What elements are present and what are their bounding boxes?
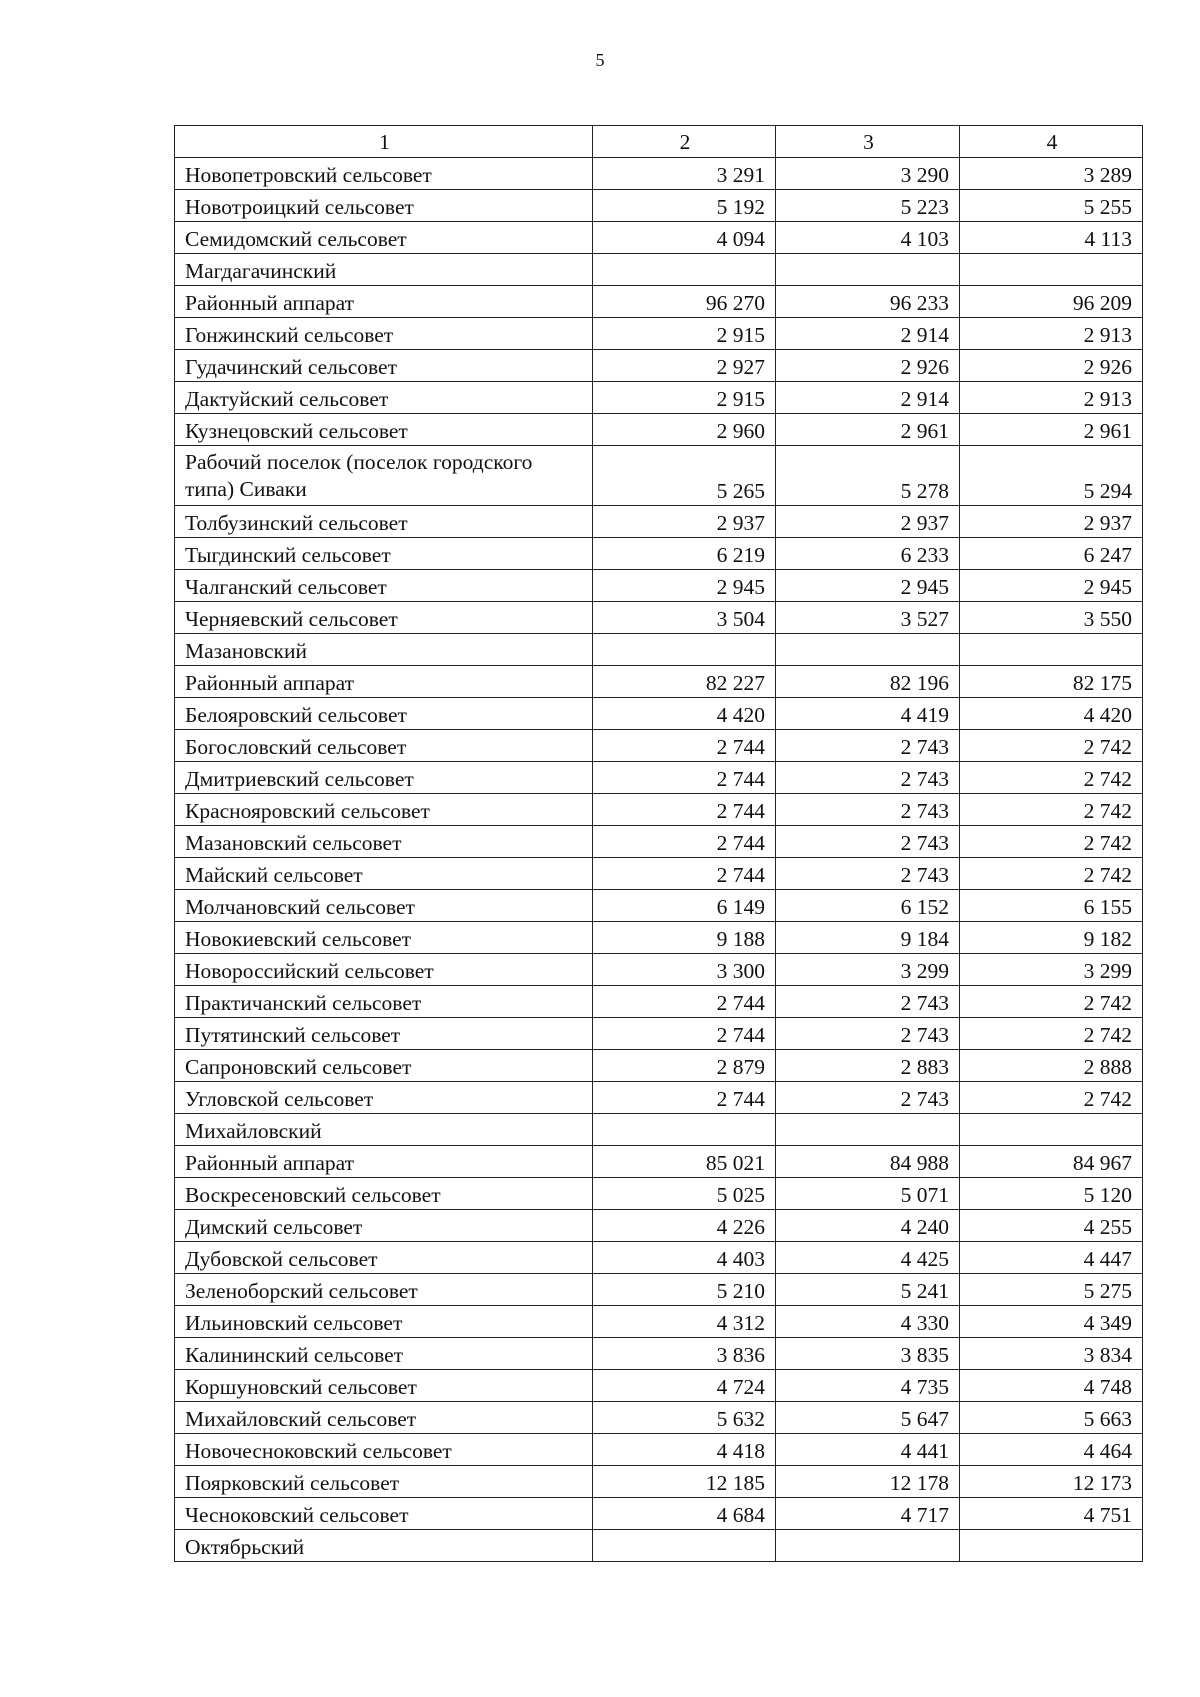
row-value-cell-3: 2 914 <box>776 382 960 414</box>
row-value-cell-4: 12 173 <box>960 1466 1143 1498</box>
table-row <box>175 634 1143 666</box>
table-row <box>175 414 1143 446</box>
table-row <box>175 1242 1143 1274</box>
row-value-cell-3: 96 233 <box>776 286 960 318</box>
row-value-cell-3: 3 299 <box>776 954 960 986</box>
row-value-cell-2: 82 227 <box>593 666 776 698</box>
row-value-cell-3: 2 945 <box>776 570 960 602</box>
row-name-cell: Семидомский сельсовет <box>175 222 593 254</box>
row-value-cell-3: 2 743 <box>776 1018 960 1050</box>
row-name-cell: Районный аппарат <box>175 1146 593 1178</box>
row-name-cell: Новотроицкий сельсовет <box>175 190 593 222</box>
row-value-cell-4: 4 349 <box>960 1306 1143 1338</box>
row-name-cell: Дмитриевский сельсовет <box>175 762 593 794</box>
row-value-cell-3: 84 988 <box>776 1146 960 1178</box>
row-value-cell-4: 2 742 <box>960 730 1143 762</box>
row-value-cell-2: 5 192 <box>593 190 776 222</box>
row-value-cell-4: 2 742 <box>960 794 1143 826</box>
row-value-cell-3: 82 196 <box>776 666 960 698</box>
row-value-cell-3: 4 240 <box>776 1210 960 1242</box>
row-value-cell-3: 2 743 <box>776 826 960 858</box>
row-value-cell-4: 2 888 <box>960 1050 1143 1082</box>
row-value-cell-4: 2 913 <box>960 318 1143 350</box>
row-value-cell-2: 4 312 <box>593 1306 776 1338</box>
row-value-cell-3 <box>776 254 960 286</box>
row-value-cell-3: 2 961 <box>776 414 960 446</box>
row-value-cell-3: 2 914 <box>776 318 960 350</box>
table-row <box>175 1050 1143 1082</box>
row-name-cell: Новочесноковский сельсовет <box>175 1434 593 1466</box>
row-name-cell: Калининский сельсовет <box>175 1338 593 1370</box>
row-value-cell-4: 2 742 <box>960 762 1143 794</box>
row-value-cell-2 <box>593 1114 776 1146</box>
row-value-cell-4: 2 945 <box>960 570 1143 602</box>
table-row <box>175 666 1143 698</box>
row-name-cell: Ильиновский сельсовет <box>175 1306 593 1338</box>
row-value-cell-4: 82 175 <box>960 666 1143 698</box>
row-name-cell: Районный аппарат <box>175 286 593 318</box>
row-value-cell-4: 5 275 <box>960 1274 1143 1306</box>
row-value-cell-2: 2 744 <box>593 986 776 1018</box>
table-row <box>175 538 1143 570</box>
table-row <box>175 890 1143 922</box>
row-value-cell-4: 2 913 <box>960 382 1143 414</box>
row-name-cell: Путятинский сельсовет <box>175 1018 593 1050</box>
row-name-cell: Чесноковский сельсовет <box>175 1498 593 1530</box>
row-value-cell-4: 4 255 <box>960 1210 1143 1242</box>
page-number: 5 <box>595 50 605 70</box>
row-value-cell-2: 2 744 <box>593 762 776 794</box>
row-value-cell-2: 3 291 <box>593 158 776 190</box>
row-name-cell: Михайловский <box>175 1114 593 1146</box>
table-body <box>175 126 1143 1562</box>
table-row <box>175 318 1143 350</box>
row-value-cell-2: 96 270 <box>593 286 776 318</box>
table-row <box>175 1274 1143 1306</box>
row-name-cell: Богословский сельсовет <box>175 730 593 762</box>
row-value-cell-2: 2 744 <box>593 1018 776 1050</box>
row-value-cell-2: 9 188 <box>593 922 776 954</box>
row-value-cell-2: 4 094 <box>593 222 776 254</box>
row-value-cell-4: 2 742 <box>960 826 1143 858</box>
data-table <box>174 125 1143 1562</box>
row-value-cell-3: 2 743 <box>776 1082 960 1114</box>
table-row <box>175 1210 1143 1242</box>
table-row <box>175 1018 1143 1050</box>
row-name-cell: Кузнецовский сельсовет <box>175 414 593 446</box>
row-value-cell-3: 4 735 <box>776 1370 960 1402</box>
table-row <box>175 1114 1143 1146</box>
table-row <box>175 158 1143 190</box>
table-row <box>175 222 1143 254</box>
table-row <box>175 762 1143 794</box>
row-name-cell: Черняевский сельсовет <box>175 602 593 634</box>
row-value-cell-3: 9 184 <box>776 922 960 954</box>
table-row <box>175 1306 1143 1338</box>
table-header-row <box>175 126 1143 158</box>
row-name-cell: Новороссийский сельсовет <box>175 954 593 986</box>
row-value-cell-2: 4 403 <box>593 1242 776 1274</box>
row-value-cell-2: 4 418 <box>593 1434 776 1466</box>
row-value-cell-2 <box>593 1530 776 1562</box>
row-value-cell-2: 4 420 <box>593 698 776 730</box>
row-value-cell-2: 5 025 <box>593 1178 776 1210</box>
row-value-cell-3: 2 743 <box>776 858 960 890</box>
row-name-cell: Белояровский сельсовет <box>175 698 593 730</box>
row-value-cell-3 <box>776 1530 960 1562</box>
table-row <box>175 1338 1143 1370</box>
column-header: 1 <box>175 126 593 158</box>
row-value-cell-4: 2 742 <box>960 1018 1143 1050</box>
table-row <box>175 382 1143 414</box>
table-row <box>175 1402 1143 1434</box>
row-value-cell-3 <box>776 634 960 666</box>
row-name-cell: Октябрьский <box>175 1530 593 1562</box>
row-value-cell-4: 3 550 <box>960 602 1143 634</box>
table-row <box>175 570 1143 602</box>
row-value-cell-4: 4 447 <box>960 1242 1143 1274</box>
table-row <box>175 730 1143 762</box>
row-value-cell-2: 2 744 <box>593 826 776 858</box>
row-value-cell-2 <box>593 254 776 286</box>
row-value-cell-3: 4 425 <box>776 1242 960 1274</box>
table-row <box>175 254 1143 286</box>
column-header: 4 <box>960 126 1143 158</box>
row-value-cell-4: 4 464 <box>960 1434 1143 1466</box>
row-value-cell-4: 5 255 <box>960 190 1143 222</box>
row-value-cell-3: 3 290 <box>776 158 960 190</box>
table-row <box>175 1498 1143 1530</box>
row-value-cell-2: 6 149 <box>593 890 776 922</box>
row-value-cell-3: 2 937 <box>776 506 960 538</box>
row-value-cell-4: 96 209 <box>960 286 1143 318</box>
row-value-cell-3: 4 103 <box>776 222 960 254</box>
row-value-cell-4: 4 748 <box>960 1370 1143 1402</box>
table-row <box>175 1530 1143 1562</box>
row-name-cell: Практичанский сельсовет <box>175 986 593 1018</box>
row-value-cell-3: 2 743 <box>776 794 960 826</box>
row-value-cell-2: 2 927 <box>593 350 776 382</box>
table-row <box>175 986 1143 1018</box>
table-row <box>175 1466 1143 1498</box>
row-value-cell-3: 2 926 <box>776 350 960 382</box>
row-value-cell-3: 5 647 <box>776 1402 960 1434</box>
row-name-cell: Михайловский сельсовет <box>175 1402 593 1434</box>
row-value-cell-2: 3 504 <box>593 602 776 634</box>
row-name-cell: Районный аппарат <box>175 666 593 698</box>
table-row <box>175 286 1143 318</box>
row-value-cell-2: 2 960 <box>593 414 776 446</box>
row-name-cell: Магдагачинский <box>175 254 593 286</box>
row-value-cell-3: 5 223 <box>776 190 960 222</box>
row-value-cell-3: 2 883 <box>776 1050 960 1082</box>
row-name-cell: Сапроновский сельсовет <box>175 1050 593 1082</box>
data-table-container <box>174 125 1142 1562</box>
row-value-cell-4: 6 155 <box>960 890 1143 922</box>
row-value-cell-4: 5 120 <box>960 1178 1143 1210</box>
row-value-cell-2: 85 021 <box>593 1146 776 1178</box>
row-value-cell-3: 4 330 <box>776 1306 960 1338</box>
row-value-cell-4 <box>960 1530 1143 1562</box>
row-name-cell: Краснояровский сельсовет <box>175 794 593 826</box>
row-value-cell-4: 4 113 <box>960 222 1143 254</box>
row-name-cell: Новопетровский сельсовет <box>175 158 593 190</box>
row-value-cell-3: 4 717 <box>776 1498 960 1530</box>
table-row <box>175 858 1143 890</box>
row-value-cell-4: 2 926 <box>960 350 1143 382</box>
row-value-cell-4: 2 742 <box>960 986 1143 1018</box>
row-value-cell-2: 2 744 <box>593 1082 776 1114</box>
row-value-cell-2: 3 836 <box>593 1338 776 1370</box>
row-value-cell-3: 2 743 <box>776 730 960 762</box>
table-row <box>175 602 1143 634</box>
table-row <box>175 506 1143 538</box>
row-name-cell: Новокиевский сельсовет <box>175 922 593 954</box>
row-name-cell: Воскресеновский сельсовет <box>175 1178 593 1210</box>
row-name-cell: Дактуйский сельсовет <box>175 382 593 414</box>
row-value-cell-4 <box>960 634 1143 666</box>
row-name-cell: Толбузинский сельсовет <box>175 506 593 538</box>
row-value-cell-2: 2 879 <box>593 1050 776 1082</box>
row-value-cell-3: 5 071 <box>776 1178 960 1210</box>
table-row <box>175 954 1143 986</box>
column-header: 3 <box>776 126 960 158</box>
row-value-cell-3: 5 241 <box>776 1274 960 1306</box>
row-value-cell-3: 3 835 <box>776 1338 960 1370</box>
row-value-cell-3: 2 743 <box>776 762 960 794</box>
row-value-cell-2: 2 937 <box>593 506 776 538</box>
row-value-cell-4: 4 420 <box>960 698 1143 730</box>
table-row <box>175 1146 1143 1178</box>
row-value-cell-2: 2 945 <box>593 570 776 602</box>
table-row <box>175 1178 1143 1210</box>
row-value-cell-3: 3 527 <box>776 602 960 634</box>
table-row <box>175 794 1143 826</box>
row-value-cell-4: 2 961 <box>960 414 1143 446</box>
row-value-cell-4: 2 742 <box>960 858 1143 890</box>
row-value-cell-3: 5 278 <box>776 446 960 506</box>
row-name-cell: Чалганский сельсовет <box>175 570 593 602</box>
row-name-cell: Дубовской сельсовет <box>175 1242 593 1274</box>
row-value-cell-2: 12 185 <box>593 1466 776 1498</box>
row-value-cell-2: 2 744 <box>593 794 776 826</box>
row-value-cell-2: 5 265 <box>593 446 776 506</box>
row-value-cell-4: 3 299 <box>960 954 1143 986</box>
row-name-cell: Майский сельсовет <box>175 858 593 890</box>
row-value-cell-4: 6 247 <box>960 538 1143 570</box>
row-value-cell-2: 5 632 <box>593 1402 776 1434</box>
row-value-cell-3: 2 743 <box>776 986 960 1018</box>
row-value-cell-4: 5 294 <box>960 446 1143 506</box>
row-name-cell: Молчановский сельсовет <box>175 890 593 922</box>
row-name-cell: Поярковский сельсовет <box>175 1466 593 1498</box>
row-value-cell-3: 6 233 <box>776 538 960 570</box>
row-value-cell-2: 2 915 <box>593 318 776 350</box>
row-name-cell: Гонжинский сельсовет <box>175 318 593 350</box>
row-value-cell-4: 9 182 <box>960 922 1143 954</box>
row-value-cell-4 <box>960 254 1143 286</box>
row-value-cell-3 <box>776 1114 960 1146</box>
row-value-cell-2: 2 915 <box>593 382 776 414</box>
row-name-cell: Гудачинский сельсовет <box>175 350 593 382</box>
row-name-cell: Коршуновский сельсовет <box>175 1370 593 1402</box>
row-name-cell: Рабочий поселок (поселок городского типа) Сиваки <box>175 446 593 506</box>
column-header: 2 <box>593 126 776 158</box>
row-name-cell: Димский сельсовет <box>175 1210 593 1242</box>
table-row <box>175 1082 1143 1114</box>
table-row <box>175 190 1143 222</box>
row-value-cell-4: 3 834 <box>960 1338 1143 1370</box>
row-value-cell-4: 5 663 <box>960 1402 1143 1434</box>
row-value-cell-2: 4 226 <box>593 1210 776 1242</box>
row-value-cell-2: 6 219 <box>593 538 776 570</box>
row-value-cell-3: 4 441 <box>776 1434 960 1466</box>
row-name-cell: Мазановский сельсовет <box>175 826 593 858</box>
row-value-cell-2: 3 300 <box>593 954 776 986</box>
row-value-cell-3: 6 152 <box>776 890 960 922</box>
row-value-cell-2: 2 744 <box>593 730 776 762</box>
row-value-cell-4 <box>960 1114 1143 1146</box>
row-value-cell-2 <box>593 634 776 666</box>
row-name-cell: Зеленоборский сельсовет <box>175 1274 593 1306</box>
row-name-cell: Тыгдинский сельсовет <box>175 538 593 570</box>
row-name-cell: Угловской сельсовет <box>175 1082 593 1114</box>
row-value-cell-4: 2 937 <box>960 506 1143 538</box>
table-row <box>175 826 1143 858</box>
row-value-cell-4: 84 967 <box>960 1146 1143 1178</box>
table-row <box>175 698 1143 730</box>
row-value-cell-2: 5 210 <box>593 1274 776 1306</box>
row-value-cell-3: 4 419 <box>776 698 960 730</box>
row-value-cell-4: 4 751 <box>960 1498 1143 1530</box>
table-row <box>175 350 1143 382</box>
row-value-cell-2: 4 724 <box>593 1370 776 1402</box>
row-value-cell-4: 3 289 <box>960 158 1143 190</box>
row-value-cell-4: 2 742 <box>960 1082 1143 1114</box>
table-row <box>175 446 1143 506</box>
row-value-cell-2: 4 684 <box>593 1498 776 1530</box>
table-row <box>175 1434 1143 1466</box>
table-row <box>175 922 1143 954</box>
row-value-cell-3: 12 178 <box>776 1466 960 1498</box>
row-value-cell-2: 2 744 <box>593 858 776 890</box>
table-row <box>175 1370 1143 1402</box>
row-name-cell: Мазановский <box>175 634 593 666</box>
